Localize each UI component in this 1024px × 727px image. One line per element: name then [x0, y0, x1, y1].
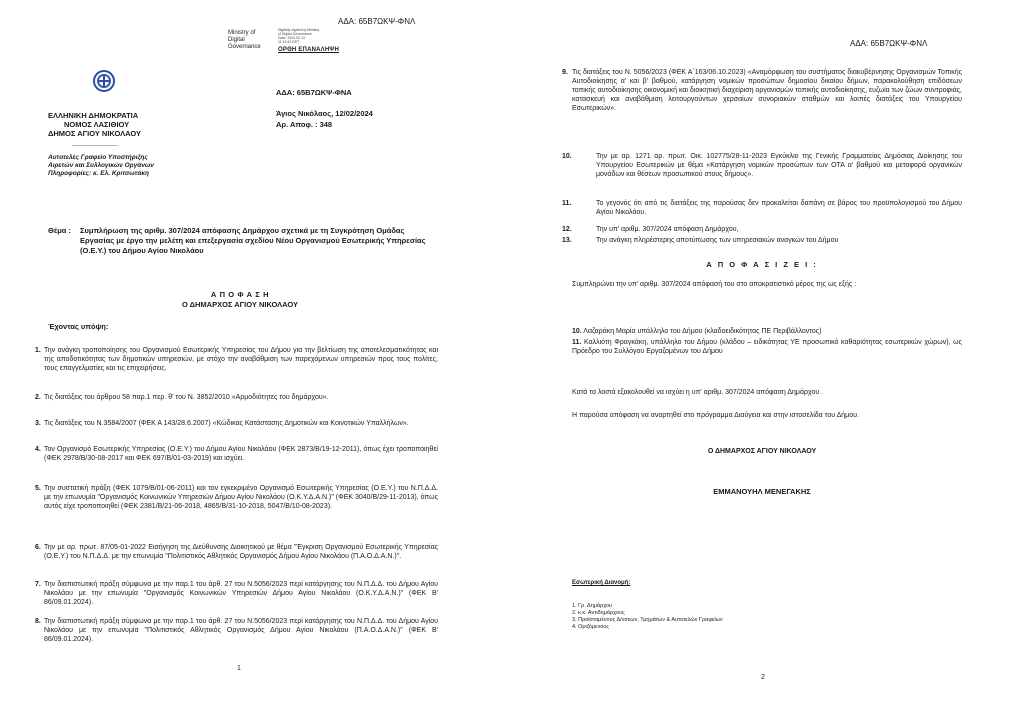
signature-line: 11:19:42 EET: [278, 40, 300, 44]
item-number: 2.: [35, 394, 41, 401]
signatory-name: ΕΜΜΑΝΟΥΗΛ ΜΕΝΕΓΑΚΗΣ: [713, 487, 811, 496]
item-text: Τις διατάξεις του Ν.3584/2007 (ΦΕΚ Α 143/28.6.2007) «Κώδικας Κατάστασης Δημοτικών και Κοινοτικών Υπαλλήλων».: [44, 420, 409, 427]
item-text: Την ανάγκη τροποποίησης του Οργανισμού Εσωτερικής Υπηρεσίας του Δήμου για την βελτίωση της αποτελεσματικότητας και της αποδοτικότητας των δημοτικών υπηρεσιών, με στόχο την αναβάθμιση των παρεχόμενων υπηρεσιών προς τους πολίτες, τους επαγγελματίες και τις επιχειρήσεις.: [44, 347, 438, 372]
subject-text: Συμπλήρωση της αριθμ. 307/2024 απόφασης Δημάρχου σχετικά με τη Συγκρότηση Ομάδας Εργασίας με έργο την μελέτη και επεξεργασία σχεδίου Νέου Οργανισμού Εσωτερικής Υπηρεσίας (Ο.Ε.Υ.) του Δήμου Αγίου Νικολάου: [80, 226, 426, 255]
list-item: [35, 346, 438, 373]
list-item: [35, 617, 438, 644]
decides-heading: Α Π Ο Φ Α Σ Ι Ζ Ε Ι :: [706, 260, 818, 269]
page-number: 1: [237, 665, 241, 672]
item-number: 7.: [35, 581, 41, 588]
gov-line: ΕΛΛΗΝΙΚΗ ΔΗΜΟΚΡΑΤΙΑ: [48, 111, 139, 120]
list-item: [35, 445, 438, 463]
item-number: 11.: [562, 200, 572, 207]
list-item: 1. Γρ. Δημάρχου: [572, 603, 613, 609]
ministry-line: Ministry of: [228, 30, 256, 36]
mayor-title: Ο ΔΗΜΑΡΧΟΣ ΑΓΙΟΥ ΝΙΚΟΛΑΟΥ: [181, 300, 299, 309]
publication-text: Η παρούσα απόφαση να αναρτηθεί στο πρόγραμμα Διαύγεια και στην ιστοσελίδα του Δήμου.: [572, 412, 859, 419]
list-item: [35, 543, 438, 561]
item-number: 3.: [35, 420, 41, 427]
ministry-line: Digital: [228, 37, 245, 43]
protocol-number: Αρ. Αποφ. : 348: [276, 120, 333, 129]
item-number: 8.: [35, 618, 41, 625]
ministry-line: Governance: [228, 44, 261, 50]
item-text: Καλλιότη Φραγκάκη, υπάλληλο του Δήμου (κλάδου – ειδικότητας ΥΕ προσωπικό καθαριότητας εσωτερικών χώρων), ως Πρόεδρο του Συλλόγου Εργαζομένων του Δήμου: [572, 339, 962, 355]
list-item: [35, 580, 438, 607]
item-text: Τις διατάξεις του Ν. 5056/2023 (ΦΕΚ Α΄163/06.10.2023) «Αναμόρφωση του συστήματος διακυβέρνησης Οργανισμών Τοπικής Αυτοδιοίκησης α' και β' βαθμού, κατάργηση νομικών προσώπων δημοσίου δικαίου δήμων, παρακολούθηση επιδόσεων τοπικής αυτοδιοίκησης οικονομική και διοικητική διαχείριση οργανισμών τοπικής αυτοδιοίκησης, ευζωία των ζώων συντροφιάς, κατασκευή και αναβάθμιση λειτουργούντων χερσαίων συνοριακών σταθμών και λοιπές διατάξεις του Υπουργείου Εσωτερικών».: [572, 69, 962, 112]
subject-block: [48, 226, 433, 256]
list-item: [562, 236, 962, 245]
ada-header: ΑΔΑ: 65Β7ΩΚΨ-ΦΝΛ: [850, 39, 928, 48]
item-number: 10.: [562, 153, 572, 160]
item-text: Την ανάγκη πληρέστερης αποτύπωσης των υπηρεσιακών αναγκών του Δήμου: [596, 237, 839, 244]
list-item: [35, 484, 438, 511]
signature-line: Date: 2024.02.13: [278, 36, 305, 40]
supplement-intro: Συμπληρώνει την υπ' αριθμ. 307/2024 απόφασή του στο αποκρατιστικό μέρος της ως εξής :: [572, 281, 857, 288]
item-number: 11.: [572, 339, 582, 346]
office-line: Αυτοτελές Γραφείο Υποστήριξης: [48, 154, 148, 161]
item-text: Τον Οργανισμό Εσωτερικής Υπηρεσίας (Ο.Ε.Υ.) του Δήμου Αγίου Νικολάου (ΦΕΚ 2873/Β/19-12-2011), όπως έχει τροποποιηθεί (ΦΕΚ 2978/Β/30-08-2017 και ΦΕΚ 697/Β/01-03-2019) και ισχύει.: [44, 446, 438, 462]
item-number: 6.: [35, 544, 41, 551]
item-text: Την με αρ. 1271 αρ. πρωτ. Οικ. 102775/28-11-2023 Εγκύκλιο της Γενικής Γραμματείας Δημόσιας Διοίκησης του Υπουργείου Εσωτερικών με θέμα «Κατάργηση νομικών προσώπων των ΟΤΑ α' βαθμού και μεταφορά οργανικών μονάδων και θέσεων προσωπικού στους δήμους».: [596, 153, 962, 178]
signatory-title: Ο ΔΗΜΑΡΧΟΣ ΑΓΙΟΥ ΝΙΚΟΛΑΟΥ: [707, 448, 817, 455]
added-member-11: [572, 338, 962, 356]
ada-header: ΑΔΑ: 65Β7ΩΚΨ-ΦΝΛ: [338, 17, 416, 26]
item-number: 12.: [562, 226, 572, 233]
item-number: 9.: [562, 69, 568, 76]
ada-right: ΑΔΑ: 65Β7ΩΚΨ-ΦΝΑ: [276, 88, 352, 97]
considerations-heading: Έχοντας υπόψη:: [48, 322, 109, 331]
remains-valid-text: Κατά τα λοιπά εξακολουθεί να ισχύει η υπ' αριθμ. 307/2024 απόφαση Δημάρχου .: [572, 389, 824, 396]
office-line: Αιρετών και Συλλογικών Οργάνων: [48, 162, 154, 169]
list-item: [562, 199, 962, 217]
list-item: 4. Οριζόμενους: [572, 624, 609, 630]
item-text: Την υπ' αριθμ. 307/2024 απόφαση Δημάρχου,: [596, 226, 739, 233]
list-item: [562, 152, 962, 179]
gov-line: ΔΗΜΟΣ ΑΓΙΟΥ ΝΙΚΟΛΑΟΥ: [48, 129, 141, 138]
internal-distribution-heading: Εσωτερική Διανομή:: [572, 580, 631, 586]
greek-emblem-icon: [93, 70, 115, 92]
added-member-10: [572, 327, 962, 336]
separator-line: -----------------------: [72, 143, 118, 149]
item-text: Την με αρ. πρωτ. 87/05-01-2022 Εισήγηση της Διεύθυνσης Διοικητικού με θέμα "Έγκριση Οργανισμού Εσωτερικής Υπηρεσίας (Ο.Ε.Υ.) του Ν.Π.Δ.Δ. με την επωνυμία "Πολιτιστικός Αθλητικός Οργανισμός Δήμου Αγίου Νικολάου (Π.Α.Ο.Δ.Α.Ν.)".: [44, 544, 438, 560]
place-date: Άγιος Νικόλαος, 12/02/2024: [276, 109, 373, 118]
ministry-label: [228, 30, 261, 51]
distribution-list: [572, 603, 723, 631]
subject-label: Θέμα :: [48, 226, 71, 235]
item-text: Τις διατάξεις του άρθρου 58 παρ.1 περ. θ' του Ν. 3852/2010 «Αρμοδιότητες του δημάρχου».: [44, 394, 329, 401]
item-text: Την διαπιστωτική πράξη σύμφωνα με την παρ.1 του άρθ. 27 του Ν.5056/2023 περί κατάργησης του Ν.Π.Δ.Δ. του Δήμου Αγίου Νικολάου με την επωνυμία "Οργανισμός Κοινωνικών Υπηρεσιών Δήμου Αγίου Νικολάου (Ο.Κ.Υ.Δ.Α.Ν.)" (ΦΕΚ Β' 86/09.01.2024).: [44, 581, 438, 606]
item-text: Το γεγονός ότι από τις διατάξεις της παρούσας δεν προκαλείται δαπάνη σε βάρος του προϋπολογισμού του Δήμου Αγίου Νικολάου.: [596, 200, 962, 216]
item-number: 10.: [572, 328, 582, 335]
item-number: 5.: [35, 485, 41, 492]
list-item: [35, 419, 438, 428]
list-item: [562, 225, 962, 234]
office-info: [48, 154, 154, 178]
document-page-2: [512, 0, 1024, 727]
item-text: Λαζαράκη Μαρία υπάλληλο του Δήμου (κλαδοειδικότητας ΠΕ Περιβάλλοντος): [583, 328, 822, 335]
list-item: 2. κ.κ. Αντιδημάρχους: [572, 610, 625, 616]
gov-line: ΝΟΜΟΣ ΛΑΣΙΘΙΟΥ: [64, 120, 130, 129]
item-text: Την διαπιστωτική πράξη σύμφωνα με την παρ.1 του άρθ. 27 του Ν.5056/2023 περί κατάργησης του Ν.Π.Δ.Δ. του Δήμου Αγίου Νικολάου με την επωνυμία "Πολιτιστικός Αθλητικός Οργανισμός Δήμου Αγίου Νικολάου (Π.Α.Ο.Δ.Α.Ν.)" (ΦΕΚ Β' 86/09.01.2024).: [44, 618, 438, 643]
orthi-epanalipsi-label: ΟΡΘΗ ΕΠΑΝΑΛΗΨΗ: [278, 47, 339, 53]
list-item: [35, 393, 438, 402]
item-text: Την συστατική πράξη (ΦΕΚ 1079/Β/01-06-2011) και τον εγκεκριμένο Οργανισμό Εσωτερικής Υπηρεσίας (Ο.Ε.Υ.) του Ν.Π.Δ.Δ. με την επωνυμία "Οργανισμός Κοινωνικών Υπηρεσιών Δήμου Αγίου Νικολάου (Ο.Κ.Υ.Δ.Α.Ν.)" (ΦΕΚ 3040/Β/29-11-2013), όπως αυτός είχε τροποποιηθεί (ΦΕΚ 2381/Β/21-06-2018, 4865/Β/31-10-2018, 5047/Β/10-08-2023).: [44, 485, 438, 510]
signature-line: Digitally signed by Ministry: [278, 28, 320, 32]
item-number: 13.: [562, 237, 572, 244]
page-number: 2: [761, 674, 765, 681]
digital-signature-note: [278, 28, 319, 44]
decision-title: Α Π Ο Φ Α Σ Η: [210, 290, 270, 299]
list-item: 3. Προϊσταμένους Δ/νσεων, Τμημάτων & Αυτοτελών Γραφείων: [572, 617, 723, 623]
list-item: [562, 68, 962, 113]
signature-line: of Digital Governance: [278, 32, 312, 36]
item-number: 1.: [35, 347, 41, 354]
item-number: 4.: [35, 446, 41, 453]
document-page-1: [0, 0, 500, 727]
office-line: Πληροφορίες: κ. Ελ. Κριτσωτάκη: [48, 170, 150, 177]
government-header: [48, 111, 141, 138]
